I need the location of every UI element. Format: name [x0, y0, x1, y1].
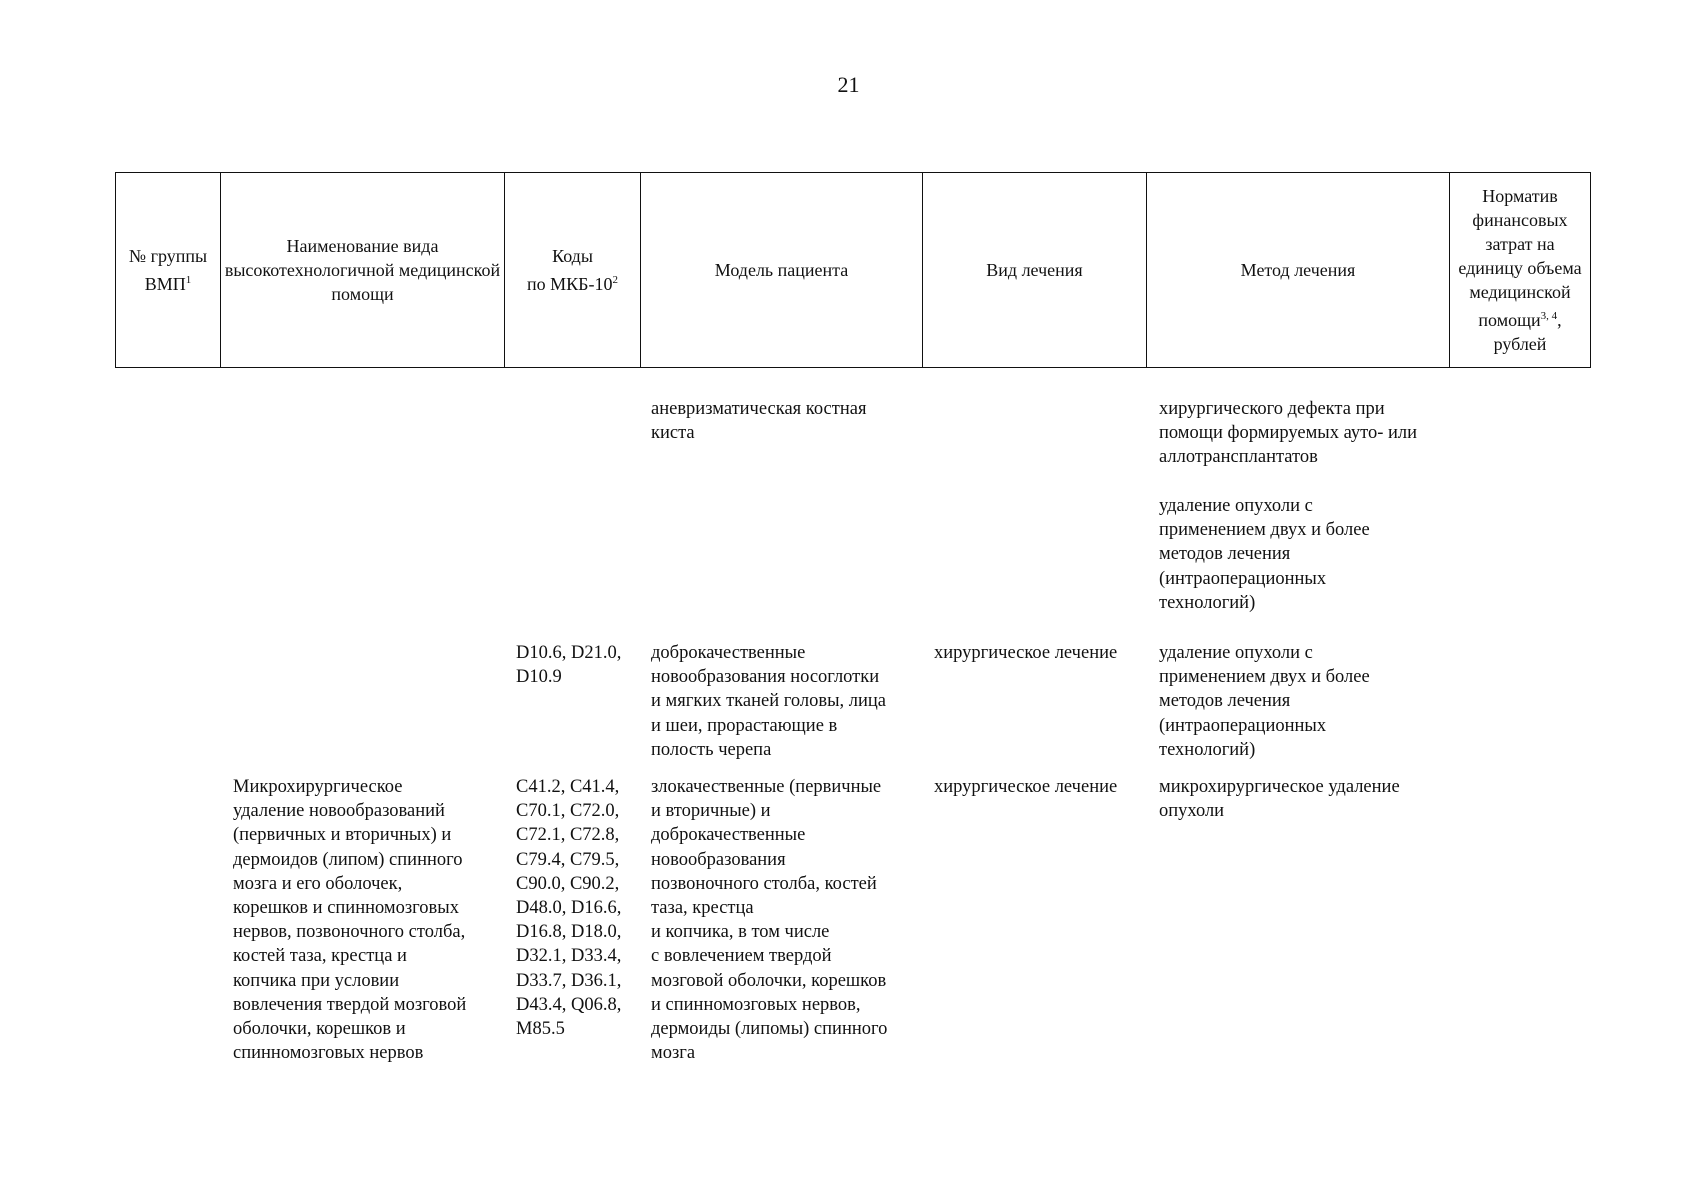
cell-patient-model: злокачественные (первичные и вторичные) и доброкачественные новообразования позвоночного столба, костей таза, крестца и копчика, в том числе с вовлечением твердой мозговой оболочки, корешков и спинномозговых нервов, дермоиды (липомы) спинного мозга	[651, 777, 888, 1064]
cell-treatment-method: удаление опухоли с применением двух и более методов лечения (интраоперационных технологий)	[1159, 643, 1370, 760]
header-care-name: Наименование вида высокотехнологичной медицинской помощи	[221, 173, 505, 368]
cell-patient-model: аневризматическая костная киста	[651, 399, 867, 444]
page-number: 21	[837, 72, 860, 97]
cell-icd-codes: C41.2, C41.4, C70.1, C72.0, C72.1, C72.8, C79.4, C79.5, C90.0, C90.2, D48.0, D16.6, D16.8, D18.0, D32.1, D33.4, D33.7, D36.1, D43.4, Q06.8, M85.5	[516, 777, 622, 1040]
cell-icd-codes: D10.6, D21.0, D10.9	[516, 643, 622, 688]
cell-treatment-method: микрохирургическое удаление опухоли	[1159, 777, 1400, 822]
cell-treatment-type: хирургическое лечение	[934, 643, 1118, 663]
cell-care-name: Микрохирургическое удаление новообразований (первичных и вторичных) и дермоидов (липом) спинного мозга и его оболочек, корешков и спинномозговых нервов, позвоночного столба, костей таза, крестца и копчика при условии вовлечения твердой мозговой оболочки, корешков и спинномозговых нервов	[233, 777, 467, 1064]
cell-treatment-method: удаление опухоли с применением двух и более методов лечения (интраоперационных технологий)	[1159, 496, 1370, 613]
header-icd-codes: Коды по МКБ-$10^2$	[505, 173, 641, 368]
table-header	[115, 172, 1591, 368]
header-treatment-method: Метод лечения	[1147, 173, 1450, 368]
header-patient-model: Модель пациента	[641, 173, 923, 368]
header-cost-standard: Норматив финансовых затрат на единицу объема медицинской помощи$^{3, 4}$, рублей	[1450, 173, 1591, 368]
cell-treatment-method: хирургического дефекта при помощи формируемых ауто- или аллотрансплантатов	[1159, 399, 1418, 468]
cell-treatment-type: хирургическое лечение	[934, 777, 1118, 797]
header-group-number: № группы ВМП$^1$	[116, 173, 221, 368]
header-treatment-type: Вид лечения	[923, 173, 1147, 368]
cell-patient-model: доброкачественные новообразования носоглотки и мягких тканей головы, лица и шеи, прорастающие в полость черепа	[651, 643, 887, 760]
